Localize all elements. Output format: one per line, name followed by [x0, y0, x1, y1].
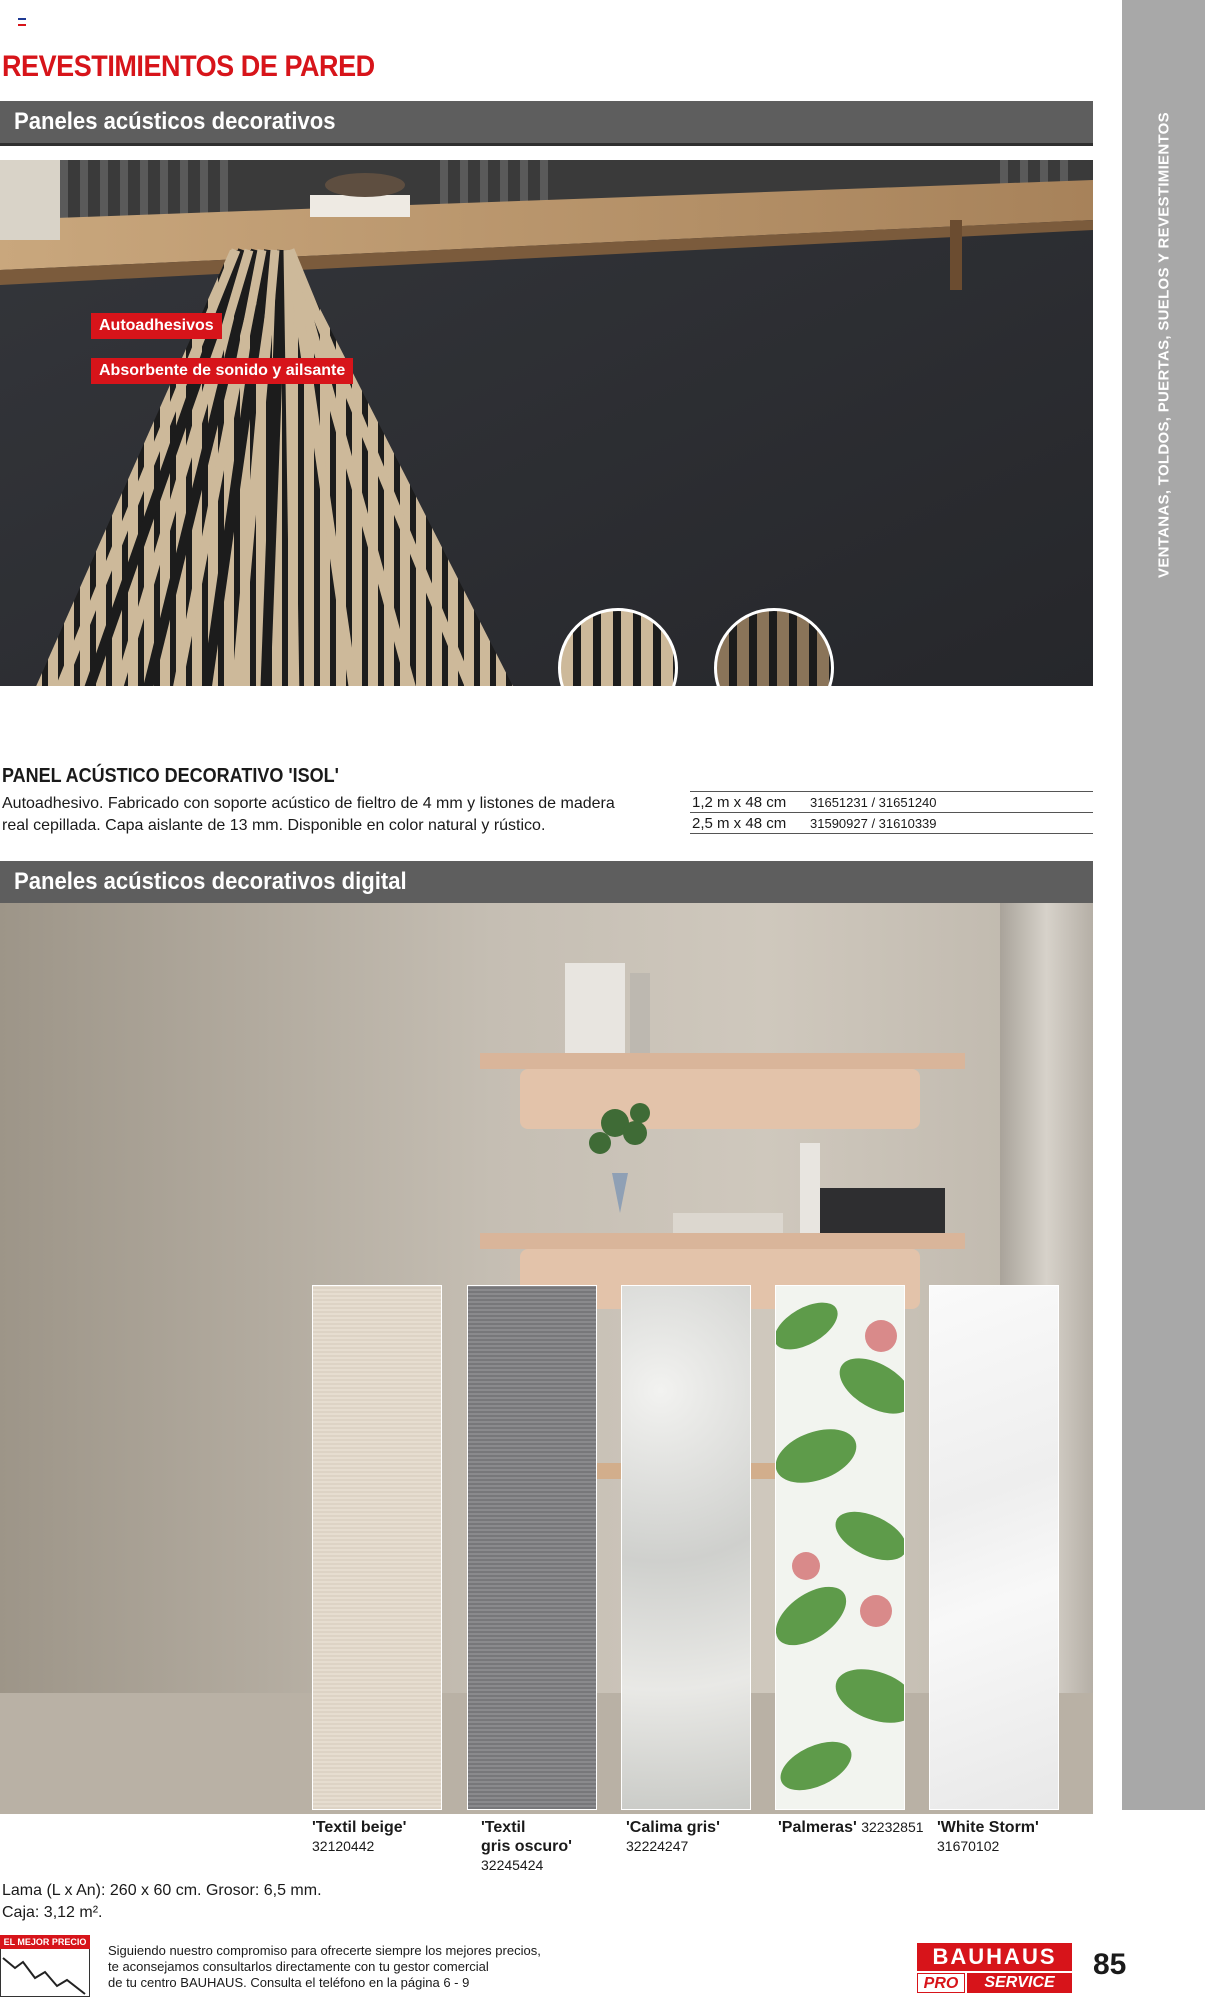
spec-row [690, 812, 1093, 834]
swatch-caption [626, 1818, 720, 1855]
product-title: PANEL ACÚSTICO DECORATIVO 'ISOL' [2, 765, 339, 787]
feature-badge-acoustic: Absorbente de sonido y ailsante [91, 358, 353, 384]
section-heading-bar [0, 101, 1093, 146]
page-number: 85 [1093, 1948, 1127, 1981]
swatch-calima-gris [621, 1285, 751, 1810]
dimensions-info [2, 1880, 322, 1924]
logo-service: SERVICE [967, 1973, 1072, 1993]
logo-pro: PRO [917, 1973, 965, 1993]
swatch-textil-beige [312, 1285, 442, 1810]
disclaimer-line: Siguiendo nuestro compromiso para ofrecerte siempre los mejores precios, [108, 1943, 541, 1958]
best-price-label: EL MEJOR PRECIO [0, 1935, 90, 1949]
swatch-white-storm [929, 1285, 1059, 1810]
product-description: Autoadhesivo. Fabricado con soporte acústico de fieltro de 4 mm y listones de madera real cepillada. Capa aislante de 13 mm. Disponible en color natural y rústico. [2, 795, 615, 834]
feature-badge-adhesive: Autoadhesivos [91, 313, 222, 339]
section-heading: Paneles acústicos decorativos digital [14, 868, 407, 895]
language-flag-icon [18, 18, 26, 26]
swatch-caption [312, 1818, 406, 1855]
section-heading: Paneles acústicos decorativos [14, 108, 336, 135]
bauhaus-pro-service-logo [917, 1943, 1072, 1995]
swatch-code: 32120442 [312, 1838, 375, 1854]
swatch-textil-gris-oscuro [467, 1285, 597, 1810]
palm-leaves-pattern [776, 1286, 905, 1810]
swatch-name: 'Calima gris' [626, 1819, 720, 1836]
swatch-code: 32245424 [481, 1857, 544, 1873]
sidebar-category [1122, 0, 1205, 690]
price-disclaimer [108, 1943, 668, 1991]
swatch-caption [481, 1818, 572, 1874]
swatch-caption [778, 1818, 924, 1837]
swatch-name: 'Textil [481, 1819, 526, 1836]
swatch-code: 32232851 [861, 1819, 924, 1835]
spec-row [690, 791, 1093, 812]
swatch-name: 'Textil beige' [312, 1819, 407, 1836]
spec-codes: 31651231 / 31651240 [810, 795, 937, 810]
page-title: REVESTIMIENTOS DE PARED [2, 50, 375, 83]
sidebar-category-label: VENTANAS, TOLDOS, PUERTAS, SUELOS Y REVESTIMIENTOS [1155, 112, 1172, 578]
disclaimer-line: te aconsejamos consultarlos directamente con tu gestor comercial [108, 1959, 489, 1974]
swatch-code: 31670102 [937, 1838, 1000, 1854]
disclaimer-line: de tu centro BAUHAUS. Consulta el teléfono en la página 6 - 9 [108, 1975, 470, 1990]
spec-size: 1,2 m x 48 cm [692, 794, 787, 811]
product-photo-wall [0, 903, 1093, 1814]
room-scene-illustration [0, 160, 1093, 686]
swatch-name-line2: gris oscuro' [481, 1838, 572, 1855]
spec-size: 2,5 m x 48 cm [692, 815, 787, 832]
logo-bauhaus: BAUHAUS [917, 1943, 1072, 1971]
dimensions-line: Lama (L x An): 260 x 60 cm. Grosor: 6,5 mm. [2, 1882, 322, 1899]
box-size-line: Caja: 3,12 m². [2, 1904, 103, 1921]
swatch-name: 'White Storm' [937, 1819, 1039, 1836]
spec-codes: 31590927 / 31610339 [810, 816, 937, 831]
price-drop-chart-icon [1, 1950, 89, 1996]
product-photo-panels [0, 160, 1093, 686]
swatch-palmeras [775, 1285, 905, 1810]
section-heading-bar [0, 861, 1093, 906]
swatch-code: 32224247 [626, 1838, 689, 1854]
swatch-caption [937, 1818, 1039, 1855]
swatch-name: 'Palmeras' [778, 1819, 857, 1836]
